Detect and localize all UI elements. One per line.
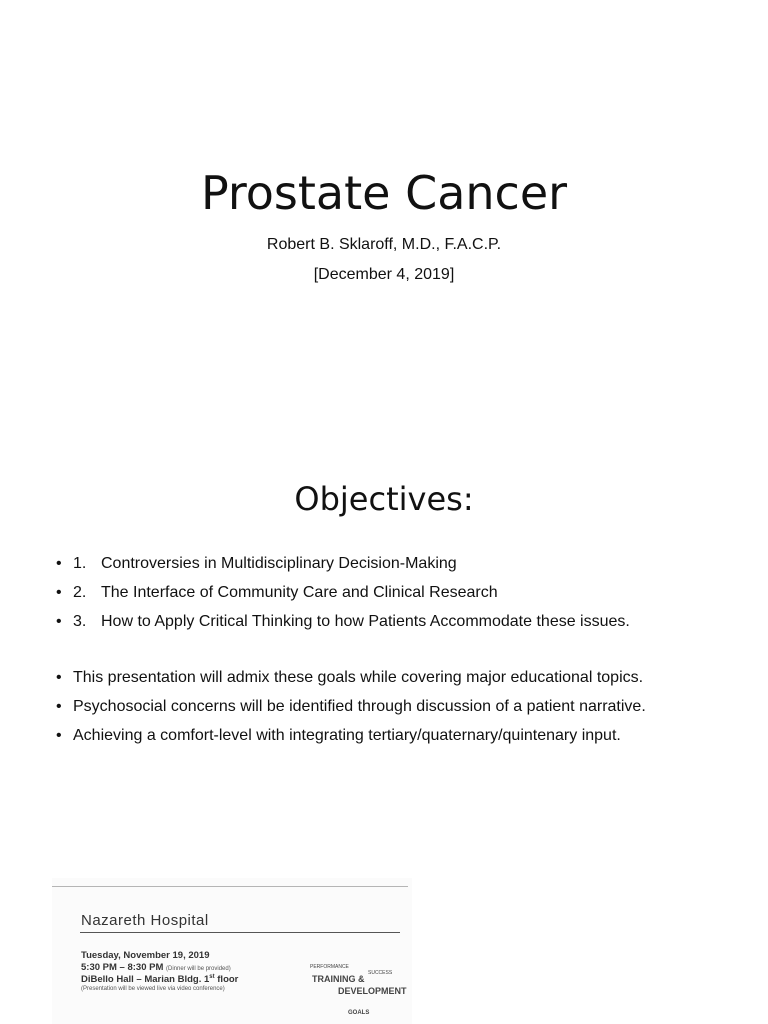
bullet-icon: • xyxy=(56,727,62,744)
numbered-objectives-list xyxy=(56,554,630,641)
date-line: [December 4, 2019] xyxy=(313,266,455,283)
slide-title: Prostate Cancer xyxy=(200,166,568,220)
author-line: Robert B. Sklaroff, M.D., F.A.C.P. xyxy=(266,236,502,253)
list-item: • 2. The Interface of Community Care and Clinical Research xyxy=(56,584,498,601)
list-item: • This presentation will admix these goals while covering major educational topics. xyxy=(56,669,644,686)
event-note: (Presentation will be viewed live via video conference) xyxy=(81,986,225,992)
list-item: • Psychosocial concerns will be identified through discussion of a patient narrative. xyxy=(56,698,646,715)
list-item: • Achieving a comfort-level with integrating tertiary/quaternary/quintenary input. xyxy=(56,727,621,744)
objectives-slide xyxy=(0,470,768,790)
title-slide xyxy=(0,0,768,400)
bullet-icon: • xyxy=(56,555,62,572)
objectives-title: Objectives: xyxy=(294,480,474,518)
list-item: • 3. How to Apply Critical Thinking to how Patients Accommodate these issues. xyxy=(56,613,630,630)
list-item: • 1. Controversies in Multidisciplinary Decision-Making xyxy=(56,555,457,572)
training-wordcloud-image: PERFORMANCE SUCCESS TRAINING & DEVELOPMENT GOALS xyxy=(310,964,407,1016)
scanned-flyer xyxy=(52,878,412,1024)
bullet-icon: • xyxy=(56,669,62,686)
event-location: DiBello Hall – Marian Bldg. 1st floor xyxy=(81,974,239,986)
bullet-icon: • xyxy=(56,698,62,715)
hospital-name: Nazareth Hospital xyxy=(81,912,209,929)
divider xyxy=(52,886,408,887)
goals-list xyxy=(56,668,646,755)
bullet-icon: • xyxy=(56,613,62,630)
event-time: 5:30 PM – 8:30 PM (Dinner will be provided) xyxy=(81,962,231,973)
divider xyxy=(80,932,400,933)
event-date: Tuesday, November 19, 2019 xyxy=(81,950,210,961)
bullet-icon: • xyxy=(56,584,62,601)
